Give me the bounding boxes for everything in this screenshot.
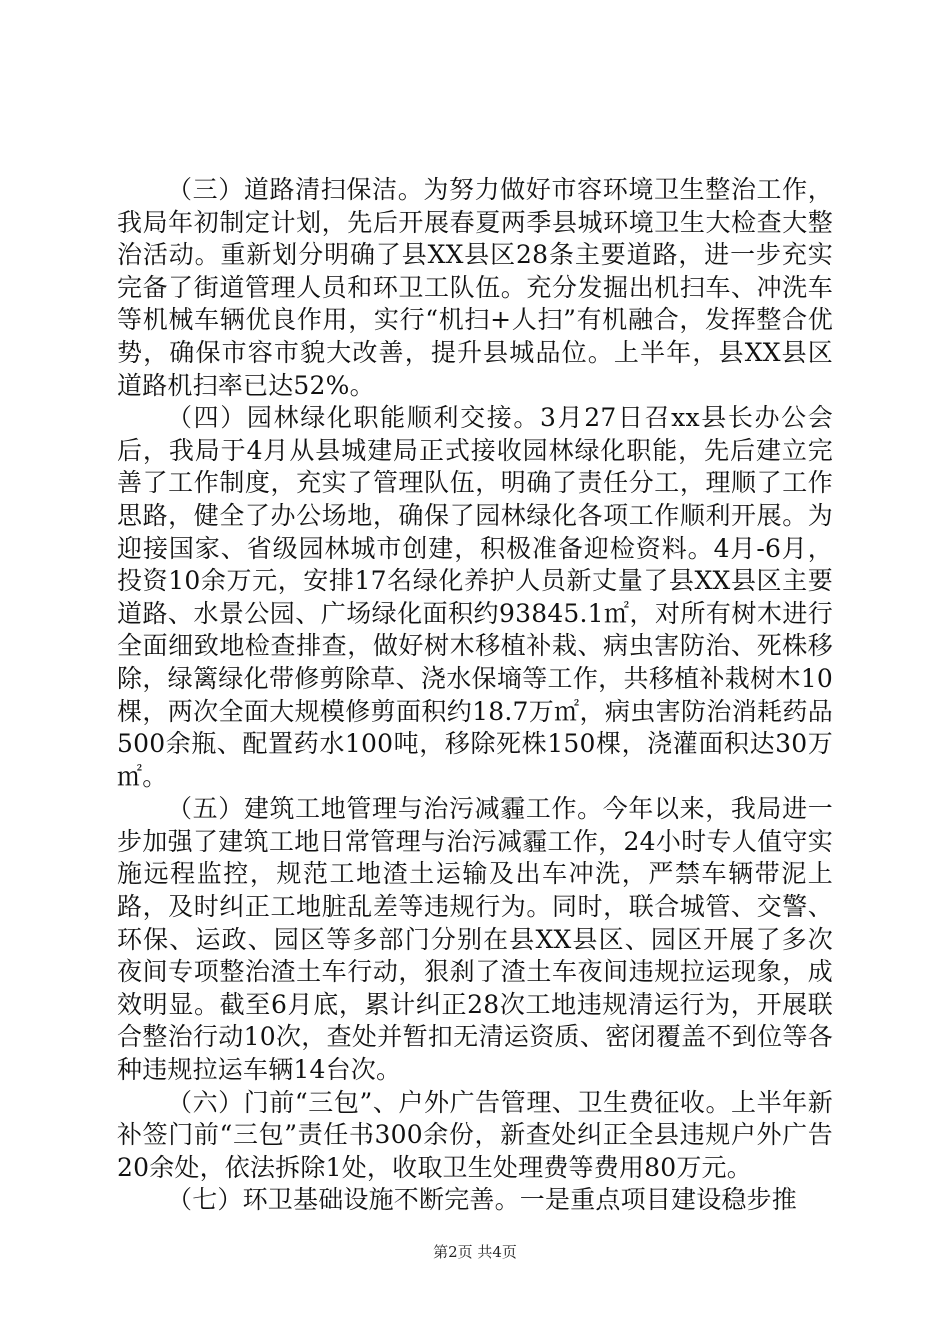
paragraph-storefront-advertising: （六）门前“三包”、户外广告管理、卫生费征收。上半年新补签门前“三包”责任书300余份，新查处纠正全县违规户外广告20余处，依法拆除1处，收取卫生处理费等费用80万元。 [117,1087,833,1182]
paragraph-road-cleaning: （三）道路清扫保洁。为努力做好市容环境卫生整治工作，我局年初制定计划，先后开展春夏两季县城环境卫生大检查大整治活动。重新划分明确了县XX县区28条主要道路，进一步充实完备了街道管理人员和环卫工队伍。充分发掘出机扫车、冲洗车等机械车辆优良作用，实行“机扫+人扫”有机融合，发挥整合优势，确保市容市貌大改善，提升县城品位。上半年，县XX县区道路机扫率已达52%。 [117,175,833,400]
paragraph-landscaping-handover: （四）园林绿化职能顺利交接。3月27日召xx县长办公会后，我局于4月从县城建局正式接收园林绿化职能，先后建立完善了工作制度，充实了管理队伍，明确了责任分工，理顺了工作思路，健全了办公场地，确保了园林绿化各项工作顺利开展。为迎接国家、省级园林城市创建，积极准备迎检资料。4月-6月，投资10余万元，安排17名绿化养护人员新丈量了县XX县区主要道路、水景公园、广场绿化面积约93845.1㎡，对所有树木进行全面细致地检查排查，做好树木移植补栽、病虫害防治、死株移除，绿篱绿化带修剪除草、浇水保墒等工作，共移植补栽树木10棵，两次全面大规模修剪面积约18.7万㎡，病虫害防治消耗药品500余瓶、配置药水100吨，移除死株150棵，浇灌面积达30万㎡。 [117,403,833,791]
paragraph-sanitation-infrastructure: （七）环卫基础设施不断完善。一是重点项目建设稳步推 [167,1185,798,1215]
page-footer: 第2页 共4页 [433,1243,517,1261]
document-body [117,174,833,1217]
paragraph-construction-site-management: （五）建筑工地管理与治污减霾工作。今年以来，我局进一步加强了建筑工地日常管理与治污减霾工作，24小时专人值守实施远程监控，规范工地渣土运输及出车冲洗，严禁车辆带泥上路，及时纠正工地脏乱差等违规行为。同时，联合城管、交警、环保、运政、园区等多部门分别在县XX县区、园区开展了多次夜间专项整治渣土车行动，狠刹了渣土车夜间违规拉运现象，成效明显。截至6月底，累计纠正28次工地违规清运行为，开展联合整治行动10次，查处并暂扣无清运资质、密闭覆盖不到位等各种违规拉运车辆14台次。 [117,794,833,1085]
